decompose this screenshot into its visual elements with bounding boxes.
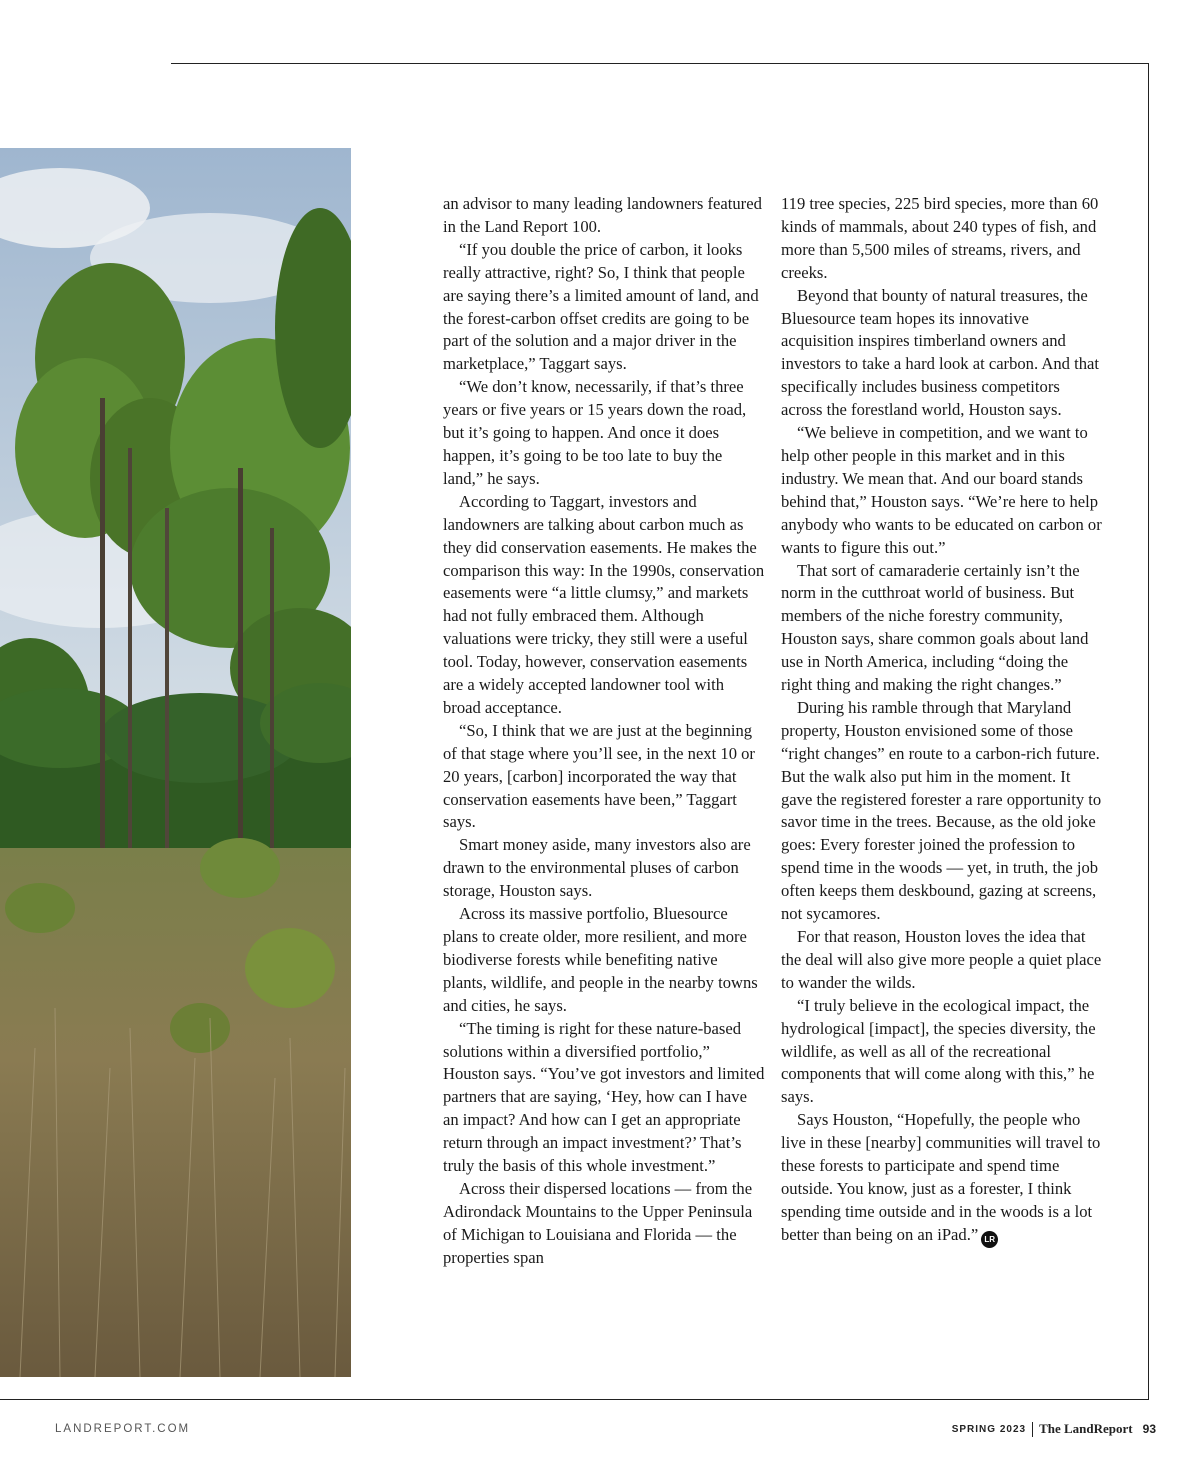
article-paragraph: For that reason, Houston loves the idea that the deal will also give more people a quiet place to wander the wilds. — [781, 927, 1102, 992]
frame-right-rule — [1148, 63, 1149, 1400]
article-paragraph: “We believe in competition, and we want to help other people in this market and in this industry. We mean that. And our board stands behind that,” Houston says. “We’re here to help anybody who wants to be educated on carbon or wants to figure this out.” — [781, 423, 1102, 557]
footer-divider — [1032, 1422, 1033, 1437]
article-paragraph: “The timing is right for these nature-based solutions within a diversified portfolio,” Houston says. “You’ve got investors and limited partners that are saying, ‘Hey, how can I have an impact? And how can I get an appropriate return through an impact investment?’ That’s truly the basis of this whole investment.” — [443, 1018, 765, 1176]
forest-photo — [0, 148, 351, 1377]
article-paragraph: “I truly believe in the ecological impact, the hydrological [impact], the species diversity, the wildlife, as well as all of the recreational components that will come along with this,” he says. — [781, 995, 1096, 1107]
article-paragraph: Says Houston, “Hopefully, the people who live in these [nearby] communities will travel to these forests to participate and spend time outside. You know, just as a forester, I think spending time outside and in the woods is a lot better than being on an iPad.” LR — [781, 1109, 1103, 1248]
forest-photo-icon — [0, 148, 351, 1377]
frame-bottom-rule — [0, 1399, 1149, 1400]
page-number: 93 — [1142, 1422, 1156, 1436]
article-paragraph: Beyond that bounty of natural treasures, the Bluesource team hopes its innovative acquisition inspires timberland owners and investors to take a hard look at carbon. And that specifically includes business competitors across the forestland world, Houston says. — [781, 285, 1099, 420]
end-mark-icon: LR — [981, 1231, 998, 1248]
article-paragraph: “We don’t know, necessarily, if that’s three years or five years or 15 years down the road, but it’s going to happen. And once it does happen, it’s going to be too late to buy the land,” he says. — [443, 377, 747, 488]
article-paragraph: Across its massive portfolio, Bluesource plans to create older, more resilient, and more biodiverse forests while benefiting native plants, wildlife, and people in the nearby towns and cities, he says. — [443, 904, 758, 1015]
footer-brand: The LandReport — [1039, 1421, 1133, 1436]
article-paragraph: 119 tree species, 225 bird species, more than 60 kinds of mammals, about 240 types of fish, and more than 5,500 miles of streams, rivers, and creeks. — [781, 194, 1099, 282]
article-paragraph: Across their dispersed locations — from the Adirondack Mountains to the Upper Peninsula of Michigan to Louisiana and Florida — the properties span — [443, 1178, 753, 1267]
article-paragraph: During his ramble through that Maryland property, Houston envisioned some of those “right changes” en route to a carbon-rich future. But the walk also put him in the moment. It gave the registered forester a rare opportunity to savor time in the trees. Because, as the old joke goes: Every forester joined the profession to spend time in the woods — yet, in truth, the job often keeps them deskbound, gazing at screens, not sycamores. — [781, 697, 1102, 924]
article-paragraph: According to Taggart, investors and landowners are talking about carbon much as they did conservation easements. He makes the comparison this way: In the 1990s, conservation easements were “a little clumsy,” and markets had not fully embraced them. Although valuations were tricky, they still were a useful tool. Today, however, conservation easements are a widely accepted landowner tool with broad acceptance. — [443, 491, 765, 717]
footer-season: SPRING 2023 — [951, 1423, 1027, 1435]
frame-top-rule — [171, 63, 1149, 64]
article-paragraph: Smart money aside, many investors also are drawn to the environmental pluses of carbon storage, Houston says. — [443, 835, 751, 901]
article-paragraph: “So, I think that we are just at the beginning of that stage where you’ll see, in the next 10 or 20 years, [carbon] incorporated the way that conservation easements have been,” Taggart says. — [443, 720, 755, 832]
article-left-column — [443, 193, 765, 1270]
article-paragraph: an advisor to many leading landowners featured in the Land Report 100. — [443, 194, 762, 236]
footer-folio — [952, 1421, 1156, 1437]
article-paragraph: “If you double the price of carbon, it looks really attractive, right? So, I think that people are saying there’s a limited amount of land, and the forest-carbon offset credits are going to be part of the solution and a major driver in the marketplace,” Taggart says. — [443, 239, 759, 374]
footer-site: LANDREPORT.COM — [55, 1423, 191, 1435]
article-paragraph: That sort of camaraderie certainly isn’t the norm in the cutthroat world of business. But members of the niche forestry community, Houston says, share common goals about land use in North America, including “doing the right thing and making the right changes.” — [781, 560, 1089, 695]
article-right-column — [781, 193, 1103, 1248]
